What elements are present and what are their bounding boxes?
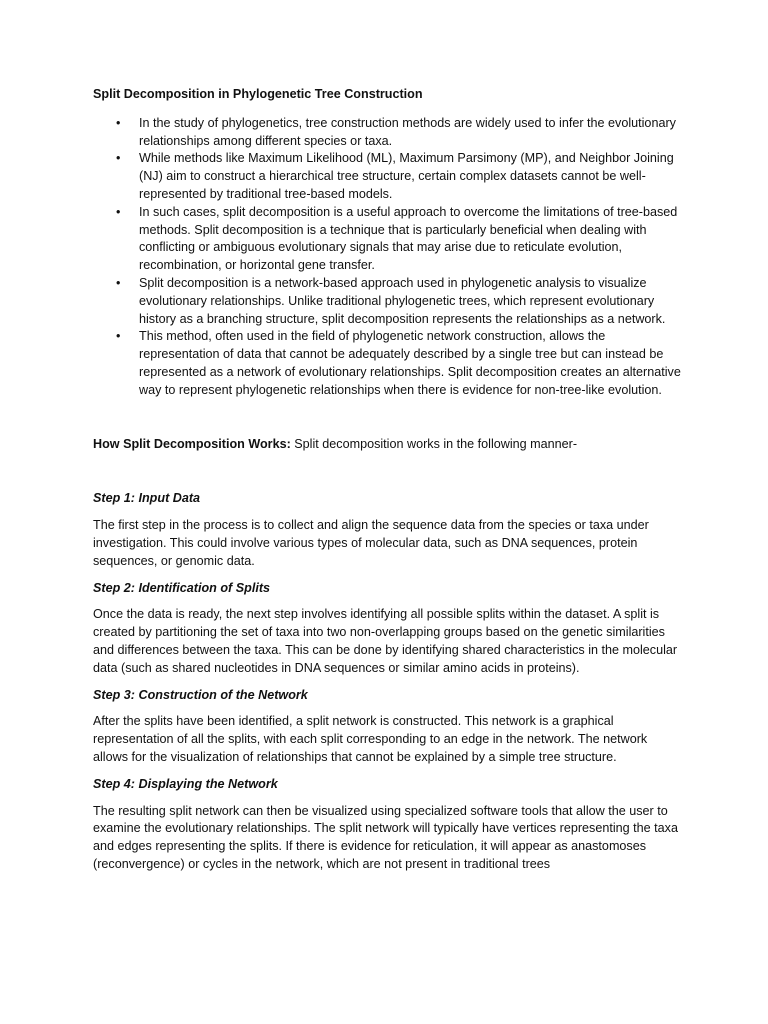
bullet-icon: • xyxy=(116,115,121,130)
step-2-title: Step 2: Identification of Splits xyxy=(93,580,271,595)
bullet-icon: • xyxy=(116,151,121,166)
step-1-title: Step 1: Input Data xyxy=(93,491,201,506)
bullet-text: In the study of phylogenetics, tree construction methods are widely used to infer the evolutionary relationships among different species or taxa. xyxy=(139,115,676,148)
intro-bullet-list xyxy=(93,115,683,400)
bullet-text: This method, often used in the field of phylogenetic network construction, allows the representation of data that cannot be adequately described by a single tree but can instead be represented as a network of evolutionary relationships. Split decomposition creates an alternative way to represent phylogenetic relationships when there is evidence for non-tree-like evolution. xyxy=(139,329,681,397)
bullet-item xyxy=(116,275,683,328)
document-title: Split Decomposition in Phylogenetic Tree Construction xyxy=(93,87,423,101)
bullet-icon: • xyxy=(116,275,121,290)
document-page xyxy=(93,86,683,883)
step-3-title: Step 3: Construction of the Network xyxy=(93,687,308,702)
bullet-item xyxy=(116,204,683,275)
bullet-item xyxy=(116,150,683,203)
step-3-body: After the splits have been identified, a split network is constructed. This network is a graphical representation of all the splits, with each split corresponding to an edge in the network. The network allows for the visualization of relationships that cannot be explained by a simple tree structure. xyxy=(93,714,648,764)
how-it-works-heading: How Split Decomposition Works: xyxy=(93,436,291,451)
bullet-item xyxy=(116,328,683,399)
bullet-text: Split decomposition is a network-based approach used in phylogenetic analysis to visualize evolutionary relationships. Unlike traditional phylogenetic trees, which represent evolutionary history as a branching structure, split decomposition represents the relationships as a network. xyxy=(139,275,666,326)
how-it-works-paragraph xyxy=(93,436,683,454)
step-1-body: The first step in the process is to collect and align the sequence data from the species or taxa under investigation. This could involve various types of molecular data, such as DNA sequences, protein sequences, or genomic data. xyxy=(93,518,649,568)
bullet-text: While methods like Maximum Likelihood (ML), Maximum Parsimony (MP), and Neighbor Joining (NJ) aim to construct a hierarchical tree structure, certain complex datasets cannot be well-represented by traditional tree-based models. xyxy=(139,151,674,201)
bullet-text: In such cases, split decomposition is a useful approach to overcome the limitations of tree-based methods. Split decomposition is a technique that is particularly beneficial when dealing with conflicting or ambiguous evolutionary signals that may arise due to reticulate evolution, recombination, or horizontal gene transfer. xyxy=(139,204,678,273)
bullet-item xyxy=(116,115,683,151)
step-4-body: The resulting split network can then be visualized using specialized software tools that allow the user to examine the evolutionary relationships. The split network will typically have vertices representing the taxa and edges representing the splits. If there is evidence for reticulation, it will appear as anastomoses (reconvergence) or cycles in the network, which are not present in traditional trees xyxy=(93,803,678,871)
step-4-title: Step 4: Displaying the Network xyxy=(93,776,278,791)
step-2-body: Once the data is ready, the next step involves identifying all possible splits within the dataset. A split is created by partitioning the set of taxa into two non-overlapping groups based on the genetic similarities and differences between the taxa. This can be done by identifying shared characteristics in the molecular data (such as shared nucleotides in DNA sequences or similar amino acids in proteins). xyxy=(93,607,678,675)
bullet-icon: • xyxy=(116,204,121,219)
bullet-icon: • xyxy=(116,329,121,344)
how-it-works-text: Split decomposition works in the following manner- xyxy=(290,436,578,451)
